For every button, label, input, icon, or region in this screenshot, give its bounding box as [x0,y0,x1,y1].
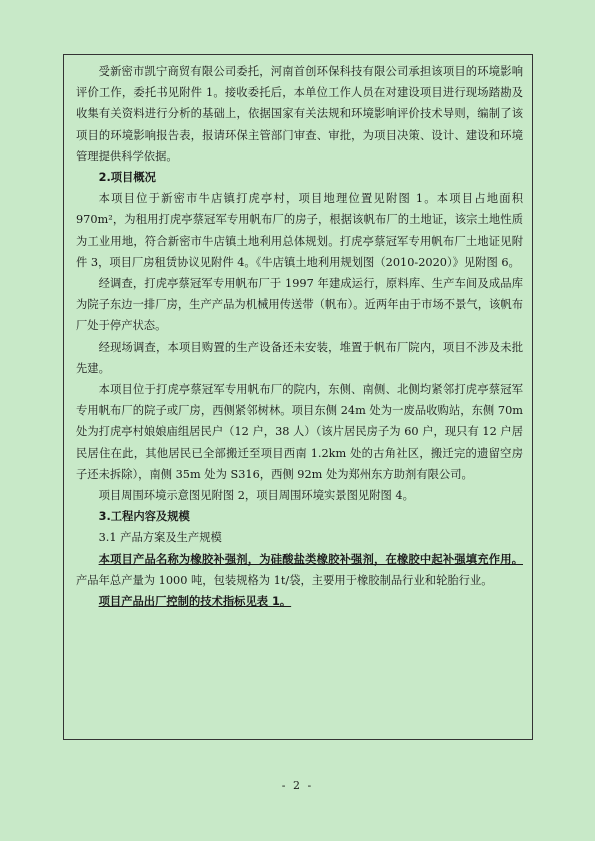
surroundings-paragraph: 本项目位于打虎亭蔡冠军专用帆布厂的院内，东侧、南侧、北侧均紧邻打虎亭蔡冠军专用帆布厂的院子或厂房，西侧紧邻树林。项目东侧 24m 处为一废品收购站，东侧 70m 处为打虎亭村娘娘庙组居民户（12 户，38 人）（该片居民房子为 60 户，现只有 12 户居民居住在此，其他居民已全部搬迁至项目西南 1.2km 处的古角社区，搬迁完的遗留空房子还未拆除），南侧 35m 处为 S316，西侧 92m 处为郑州东方助剂有限公司。 [76,383,523,481]
product-output-text: 产品年总产量为 1000 吨，包装规格为 1t/袋，主要用于橡胶制品行业和轮胎行业。 [76,573,493,587]
product-paragraph [76,549,523,591]
project-location-paragraph: 本项目位于新密市牛店镇打虎亭村，项目地理位置见附图 1。本项目占地面积 970m²，为租用打虎亭蔡冠军专用帆布厂的房子，根据该帆布厂的土地证，该宗土地性质为工业用地，符合新密市牛店镇土地利用总体规划。打虎亭蔡冠军专用帆布厂土地证见附件 3，项目厂房租赁协议见附件 4。《牛店镇土地利用规划图（2010-2020）》见附图 6。 [76,192,523,269]
section-2-heading: 2.项目概况 [98,171,156,185]
page-number: - 2 - [281,779,314,792]
site-survey-paragraph: 经现场调查，本项目购置的生产设备还未安装，堆置于帆布厂院内，项目不涉及未批先建。 [76,340,523,375]
figure-reference-paragraph: 项目周围环境示意图见附图 2，项目周围环境实景图见附图 4。 [98,489,414,503]
section-3-heading: 3.工程内容及规模 [98,510,190,524]
subsection-3-1-heading: 3.1 产品方案及生产规模 [98,531,222,545]
intro-paragraph: 受新密市凯宁商贸有限公司委托，河南首创环保科技有限公司承担该项目的环境影响评价工作，委托书见附件 1。接收委托后，本单位工作人员在对建设项目进行现场踏勘及收集有关资料进行分析的基础上，依据国家有关法规和环境影响评价技术导则，编制了该项目的环境影响报告表，报请环保主管部门审查、审批，为项目决策、设计、建设和环境管理提供科学依据。 [76,65,523,163]
content-frame [63,54,533,740]
tech-spec-emphasis: 项目产品出厂控制的技术指标见表 1。 [98,595,292,609]
investigation-paragraph: 经调查，打虎亭蔡冠军专用帆布厂于 1997 年建成运行，原料库、生产车间及成品库为院子东边一排厂房，生产产品为机械用传送带（帆布）。近两年由于市场不景气，该帆布厂处于停产状态。 [76,277,523,333]
product-name-emphasis: 本项目产品名称为橡胶补强剂，为硅酸盐类橡胶补强剂，在橡胶中起补强填充作用。 [98,552,523,566]
tech-spec-paragraph [76,591,523,612]
